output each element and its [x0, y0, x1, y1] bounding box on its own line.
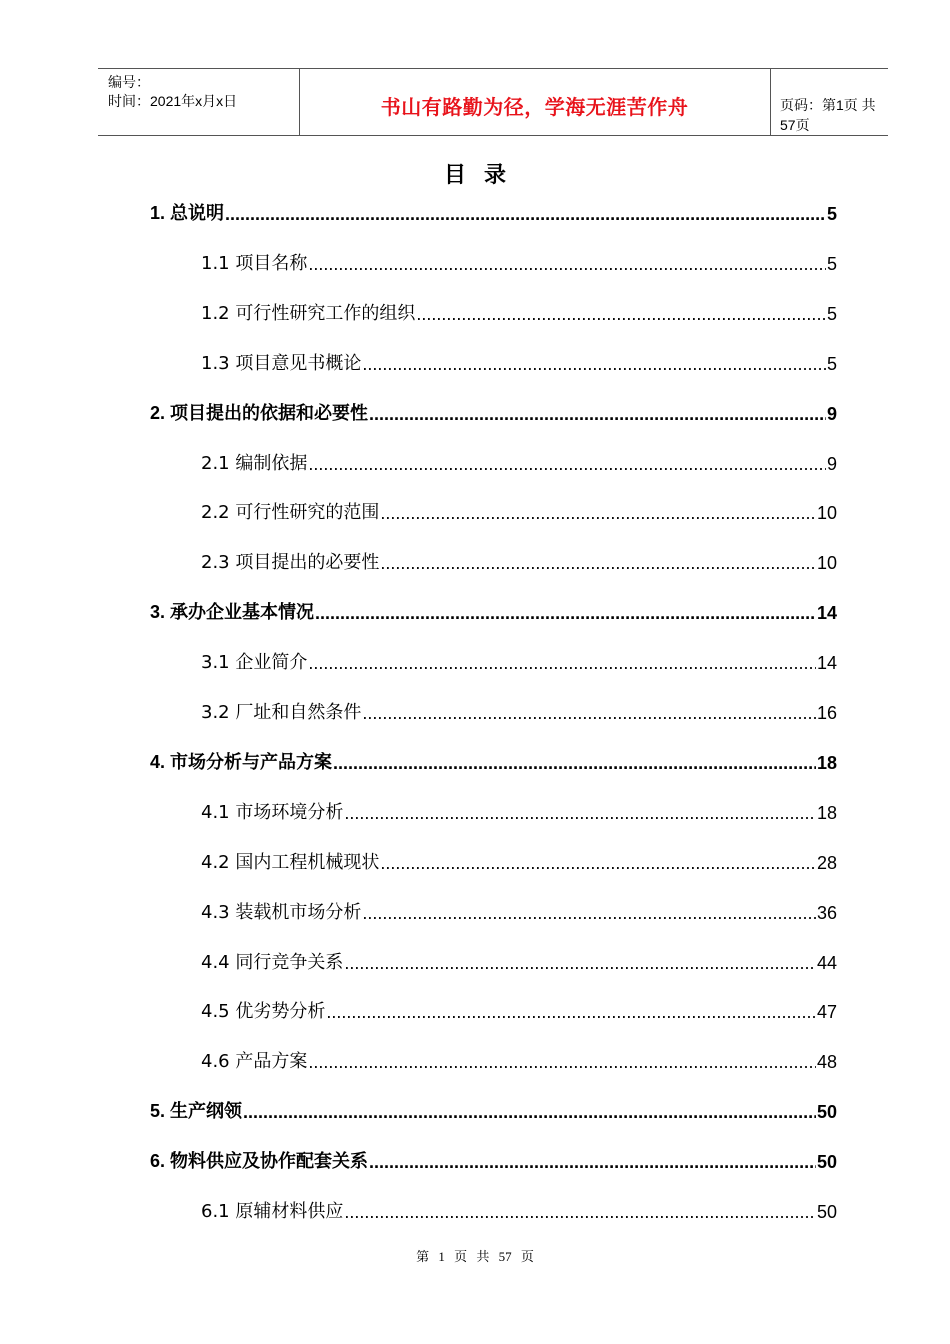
toc-dot-leader [344, 1202, 816, 1223]
toc-entry-page: 9 [826, 403, 837, 424]
toc-entry-page: 18 [816, 802, 837, 823]
toc-entry-title: 3.2 厂址和自然条件 [201, 702, 362, 723]
toc-entry[interactable] [201, 794, 837, 824]
toc-entry-page: 50 [816, 1152, 837, 1173]
toc-entry-title: 1.1 项目名称 [201, 252, 308, 274]
toc-dot-leader [243, 1102, 816, 1123]
page-header [98, 68, 888, 136]
toc-entry[interactable] [201, 295, 837, 325]
toc-dot-leader [416, 304, 826, 325]
toc-entry[interactable] [201, 894, 837, 924]
header-meta-cell [98, 69, 300, 135]
toc-entry[interactable] [150, 1093, 837, 1123]
page-info: 页码：第1页 共57页 [780, 97, 876, 133]
toc-dot-leader [308, 653, 816, 674]
toc-entry-title: 2. 项目提出的依据和必要性 [150, 402, 369, 423]
toc-entry[interactable] [201, 1043, 837, 1073]
toc-dot-leader [344, 803, 816, 824]
toc-entry-title: 6. 物料供应及协作配套关系 [150, 1151, 369, 1172]
toc-entry[interactable] [201, 544, 837, 574]
toc-entry-page: 10 [816, 553, 837, 574]
toc-entry-title: 3.1 企业简介 [201, 652, 308, 674]
toc-entry[interactable] [150, 1143, 837, 1173]
toc-dot-leader [225, 204, 826, 225]
toc-dot-leader [344, 953, 816, 974]
toc-entry-title: 1. 总说明 [150, 203, 225, 223]
toc-entry[interactable] [201, 993, 837, 1023]
number-label: 编号： [108, 74, 150, 90]
toc-dot-leader [380, 853, 816, 874]
toc-entry[interactable] [150, 195, 837, 225]
toc-dot-leader [308, 254, 826, 275]
toc-entry[interactable] [201, 694, 837, 724]
toc-entry-page: 36 [816, 902, 837, 923]
toc-dot-leader [380, 503, 816, 524]
toc-dot-leader [362, 354, 826, 375]
toc-entry-title: 4.5 优劣势分析 [201, 1001, 326, 1023]
toc-dot-leader [315, 603, 816, 624]
toc-entry-title: 5. 生产纲领 [150, 1101, 243, 1122]
toc-entry-title: 4.2 国内工程机械现状 [201, 851, 380, 873]
toc-entry-page: 14 [816, 653, 837, 674]
toc-entry-page: 16 [816, 703, 837, 723]
toc-entry-page: 47 [816, 1002, 837, 1023]
toc-entry-page: 50 [816, 1102, 837, 1123]
toc-dot-leader [333, 753, 816, 774]
toc-entry-page: 50 [816, 1202, 837, 1222]
toc-dot-leader [362, 903, 816, 924]
toc-entry-page: 5 [826, 353, 837, 374]
toc-entry-title: 4.4 同行竞争关系 [201, 951, 344, 973]
time-label: 时间：2021年x月x日 [108, 93, 238, 109]
toc-entry-page: 9 [826, 453, 837, 474]
toc-dot-leader [380, 553, 816, 574]
toc-entry-page: 28 [816, 852, 837, 873]
toc-entry[interactable] [201, 445, 837, 475]
toc-dot-leader [369, 404, 826, 425]
page-footer: 第 1 页 共 57 页 [416, 1249, 534, 1264]
toc-entry-title: 2.3 项目提出的必要性 [201, 552, 380, 574]
toc-entry-page: 5 [826, 204, 837, 224]
toc-entry-title: 4.3 装载机市场分析 [201, 901, 362, 923]
toc-entry[interactable] [150, 744, 837, 774]
toc-title: 目录 [443, 163, 524, 188]
toc-dot-leader [308, 1052, 816, 1073]
toc-entry[interactable] [201, 1193, 837, 1223]
toc-entry[interactable] [150, 594, 837, 624]
toc-entry-title: 4.1 市场环境分析 [201, 801, 344, 823]
toc-entry-title: 4.6 产品方案 [201, 1051, 308, 1073]
toc-entry-title: 1.2 可行性研究工作的组织 [201, 302, 416, 324]
toc-entry-page: 5 [826, 253, 837, 274]
toc-entry[interactable] [201, 644, 837, 674]
toc-entry-title: 2.2 可行性研究的范围 [201, 502, 380, 524]
toc-entry[interactable] [201, 944, 837, 974]
toc-entry-page: 18 [816, 752, 837, 773]
toc-entry-page: 10 [816, 503, 837, 524]
toc-entry[interactable] [201, 245, 837, 275]
toc-entry-title: 1.3 项目意见书概论 [201, 352, 362, 374]
toc-dot-leader [362, 703, 816, 724]
toc-dot-leader [369, 1152, 816, 1173]
toc-dot-leader [326, 1002, 816, 1023]
toc-entry-title: 4. 市场分析与产品方案 [150, 751, 333, 772]
toc-entry-page: 5 [826, 303, 837, 324]
header-page-cell [770, 69, 888, 135]
toc-entry-page: 48 [816, 1052, 837, 1073]
toc-entry[interactable] [150, 395, 837, 425]
toc-entry-page: 14 [816, 603, 837, 624]
toc-entry-title: 6.1 原辅材料供应 [201, 1201, 344, 1222]
toc-dot-leader [308, 454, 826, 475]
toc-entry[interactable] [201, 844, 837, 874]
toc-entry[interactable] [201, 494, 837, 524]
toc-entry-title: 2.1 编制依据 [201, 452, 308, 474]
toc-entry-title: 3. 承办企业基本情况 [150, 602, 315, 623]
motto: 书山有路勤为径，学海无涯苦作舟 [380, 95, 689, 119]
header-motto-cell [299, 69, 771, 135]
toc-entry-page: 44 [816, 952, 837, 973]
toc-entry[interactable] [201, 345, 837, 375]
